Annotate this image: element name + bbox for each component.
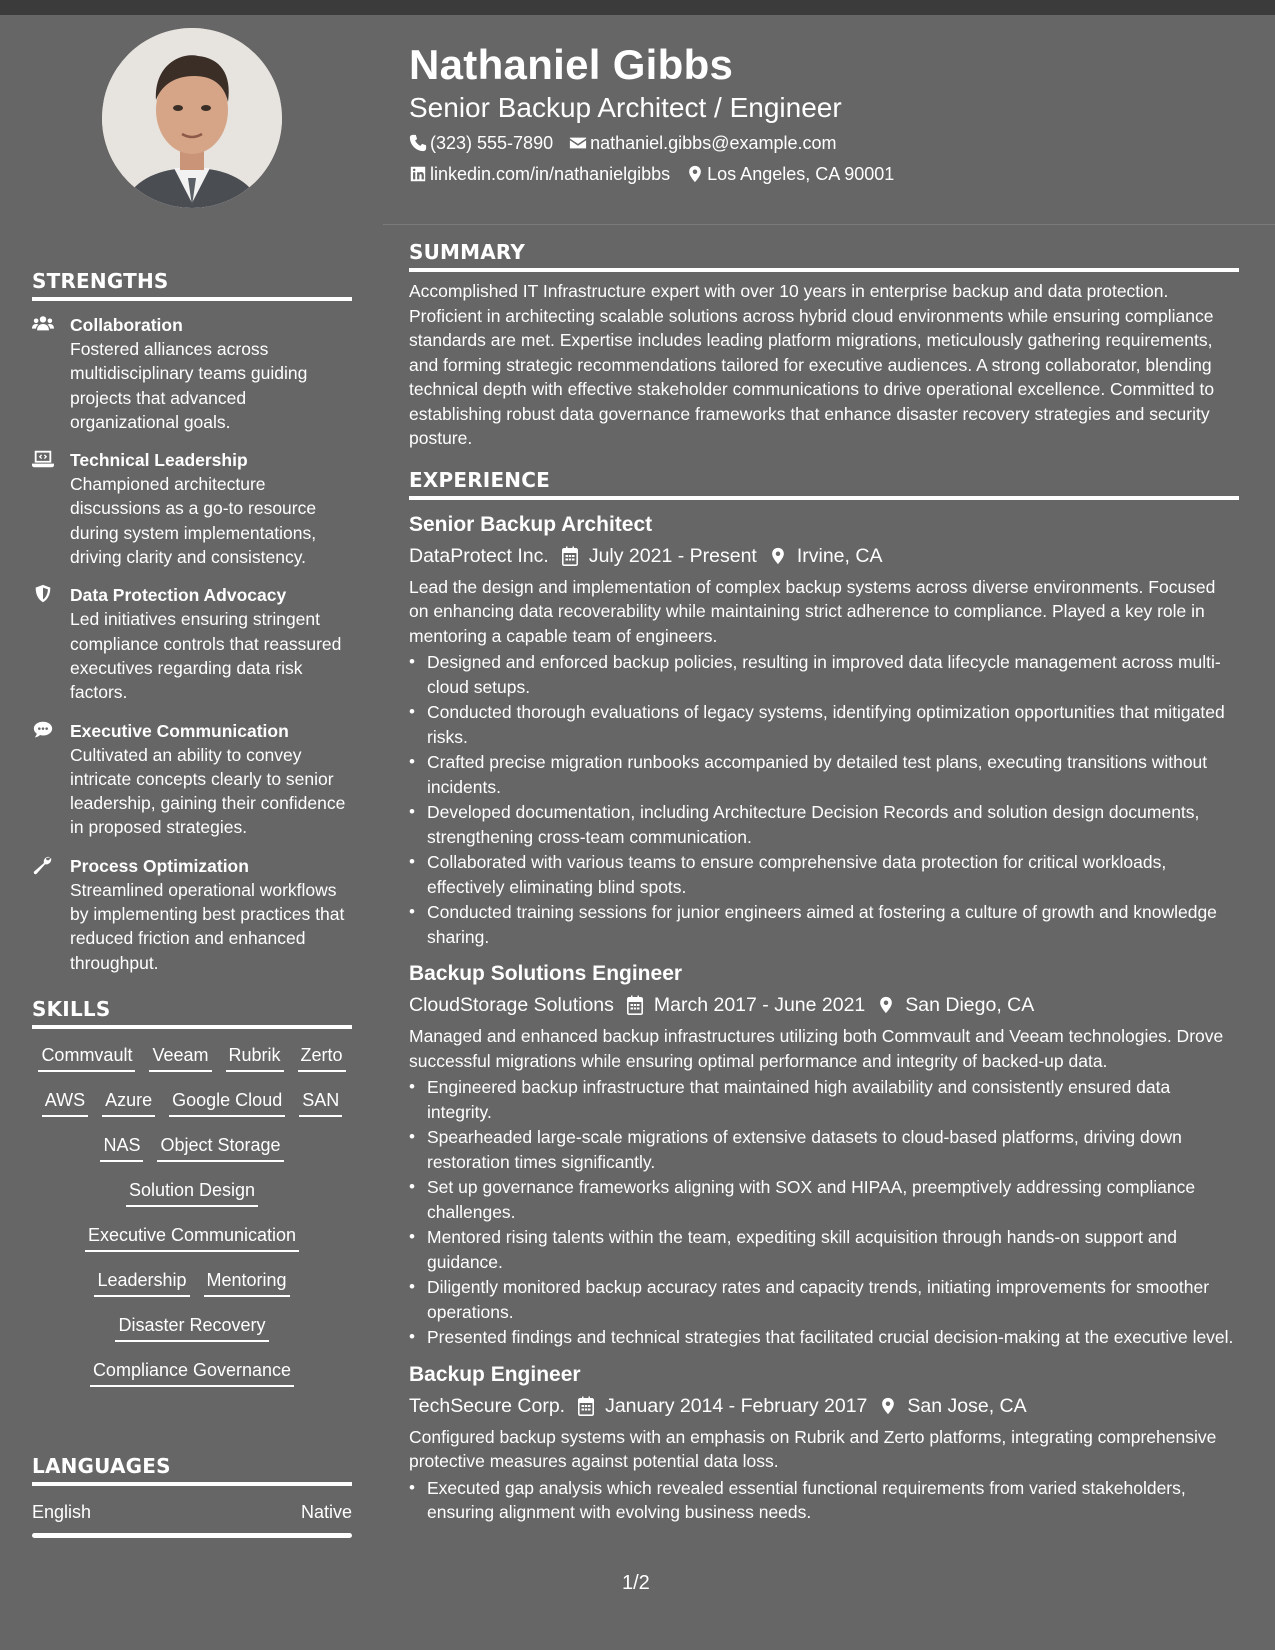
- job-company: DataProtect Inc.: [409, 544, 549, 567]
- skill-tag: NAS: [100, 1133, 143, 1162]
- bullet-item: • Developed documentation, including Architecture Decision Records and solution design documents, strengthening cross-team communication.: [409, 800, 1239, 849]
- bullet-item: • Collaborated with various teams to ensure comprehensive data protection for critical workloads, effectively eliminating blind spots.: [409, 850, 1239, 899]
- skill-tag: Object Storage: [157, 1133, 283, 1162]
- strength-item: [32, 854, 352, 975]
- strengths-section: [32, 269, 352, 975]
- language-row: [32, 1502, 352, 1523]
- job-meta: [409, 990, 1239, 1020]
- location-pin-icon: [769, 546, 787, 566]
- location-pin-icon: [686, 165, 704, 183]
- job-description: Lead the design and implementation of complex backup systems across diverse environments. Focused on enhancing data recoverability while maintaining strict adherence to compliance. Played a key role in mentoring a capable team of engineers.: [409, 576, 1216, 646]
- skills-title: SKILLS: [32, 997, 352, 1029]
- location-pin-icon: [879, 1396, 897, 1416]
- skill-row: [32, 1133, 352, 1178]
- shield-icon: [32, 583, 70, 704]
- bullet-item: • Spearheaded large-scale migrations of extensive datasets to cloud-based platforms, driving down restoration times significantly.: [409, 1125, 1239, 1174]
- summary-text: Accomplished IT Infrastructure expert with over 10 years in enterprise backup and data protection. Proficient in architecting scalable solutions across hybrid cloud environments while ensuring compliance standards are met. Expertise includes leading platform migrations, meticulously gathering requirements, and forming strategic recommendations tailored for executive audiences. A strong collaborator, blending technical depth with effective stakeholder communications to drive operational excellence. Committed to establishing robust data governance frameworks that enhance disaster recovery strategies and security posture.: [409, 281, 1215, 448]
- avatar: [102, 28, 282, 208]
- strength-desc: Cultivated an ability to convey intricate concepts clearly to senior leadership, gaining their confidence in proposed strategies.: [70, 744, 346, 838]
- skill-tag: Google Cloud: [169, 1088, 285, 1117]
- job-location: Irvine, CA: [796, 544, 883, 567]
- experience-section: [409, 468, 1239, 1525]
- linkedin-link[interactable]: linkedin.com/in/nathanielgibbs: [430, 164, 671, 184]
- job-title: Senior Backup Architect: [409, 512, 653, 536]
- skill-tag: Commvault: [38, 1043, 135, 1072]
- strength-item: [32, 719, 352, 840]
- experience-title: EXPERIENCE: [409, 468, 1239, 500]
- skill-row: [32, 1358, 352, 1403]
- skill-tag: Mentoring: [204, 1268, 290, 1297]
- page-indicator: 1/2: [622, 1572, 650, 1594]
- skill-row: [32, 1313, 352, 1358]
- bullet-item: • Crafted precise migration runbooks accompanied by detailed test plans, executing transitions without incidents.: [409, 750, 1239, 799]
- skill-row: [32, 1088, 352, 1133]
- strength-title: Technical Leadership: [70, 450, 248, 471]
- summary-title: SUMMARY: [409, 240, 1239, 272]
- skill-row: [32, 1223, 352, 1268]
- bullet-item: • Presented findings and technical strategies that facilitated crucial decision-making at the executive level.: [409, 1325, 1239, 1350]
- contact-line: [409, 160, 1229, 188]
- job-dates: March 2017 - June 2021: [653, 994, 866, 1016]
- strengths-title: STRENGTHS: [32, 269, 352, 301]
- language-level: Native: [300, 1502, 352, 1522]
- bullet-item: • Engineered backup infrastructure that maintained high availability and consistently ensured data integrity.: [409, 1075, 1239, 1124]
- skill-row: [32, 1178, 352, 1223]
- top-bar: [0, 0, 1275, 15]
- skill-tag: Solution Design: [126, 1178, 258, 1207]
- bullet-item: • Executed gap analysis which revealed essential functional requirements from varied stakeholders, ensuring alignment with evolving business needs.: [409, 1476, 1239, 1525]
- bullet-item: • Set up governance frameworks aligning with SOX and HIPAA, preemptively addressing compliance challenges.: [409, 1175, 1239, 1224]
- location-pin-icon: [877, 995, 895, 1015]
- strength-desc: Streamlined operational workflows by implementing best practices that reduced friction and enhanced throughput.: [70, 879, 345, 973]
- profile-photo: [102, 28, 282, 208]
- skills-section: [32, 997, 352, 1403]
- job-description: Managed and enhanced backup infrastructures utilizing both Commvault and Veeam technologies. Drove successful migrations while ensuring optimal performance and integrity of backed-up data.: [409, 1026, 1224, 1071]
- strength-title: Collaboration: [70, 315, 183, 335]
- strength-desc: Fostered alliances across multidisciplinary teams guiding projects that advanced organizational goals.: [70, 339, 308, 432]
- contact-email[interactable]: [569, 129, 836, 157]
- strength-desc: Led initiatives ensuring stringent compliance controls that reassured executives regarding data risk factors.: [70, 609, 342, 703]
- right-column: [409, 240, 1239, 1526]
- summary-section: [409, 240, 1239, 451]
- phone-icon: [409, 134, 427, 152]
- contact-location: [686, 160, 894, 188]
- bullet-item: • Designed and enforced backup policies, resulting in improved data lifecycle management across multi-cloud setups.: [409, 650, 1239, 699]
- left-column: [32, 28, 352, 1403]
- strength-item: [32, 583, 352, 704]
- laptop-code-icon: [32, 448, 70, 569]
- job-location: San Jose, CA: [907, 1394, 1027, 1417]
- avatar-wrap: [32, 28, 352, 206]
- contact-linkedin[interactable]: [409, 160, 670, 188]
- calendar-icon: [577, 1396, 595, 1416]
- bullet-item: • Diligently monitored backup accuracy rates and capacity trends, initiating improvements for smoother operations.: [409, 1275, 1239, 1324]
- skill-tag: SAN: [299, 1088, 342, 1117]
- language-name: English: [32, 1502, 92, 1522]
- job-entry: [409, 511, 1239, 950]
- bullet-item: • Conducted thorough evaluations of legacy systems, identifying optimization opportunities that mitigated risks.: [409, 700, 1239, 749]
- job-title: Backup Solutions Engineer: [409, 962, 683, 985]
- phone-text: (323) 555-7890: [430, 133, 554, 153]
- strength-title: Data Protection Advocacy: [70, 585, 287, 606]
- job-location: San Diego, CA: [905, 994, 1035, 1016]
- strength-item: [32, 448, 352, 569]
- bullet-item: • Conducted training sessions for junior engineers aimed at fostering a culture of growth and knowledge sharing.: [409, 900, 1239, 949]
- job-dates: January 2014 - February 2017: [605, 1394, 868, 1417]
- header-divider: [383, 224, 1275, 225]
- resume-header: [409, 40, 1229, 188]
- strengths-list: [32, 313, 352, 975]
- skill-tag: Rubrik: [226, 1043, 284, 1072]
- calendar-icon: [626, 995, 644, 1015]
- language-level-bar: [32, 1533, 352, 1538]
- job-company: CloudStorage Solutions: [409, 994, 614, 1016]
- skill-tag: Azure: [102, 1088, 155, 1117]
- calendar-icon: [561, 546, 579, 566]
- languages-section: [32, 1454, 352, 1538]
- job-company: TechSecure Corp.: [409, 1394, 566, 1417]
- strength-title: Executive Communication: [70, 720, 289, 741]
- job-entry: [409, 960, 1239, 1350]
- skill-tag: Veeam: [149, 1043, 211, 1072]
- skill-tag: Compliance Governance: [90, 1358, 294, 1387]
- skill-rows: [32, 1043, 352, 1403]
- skill-tag: Executive Communication: [85, 1223, 299, 1252]
- job-description: Configured backup systems with an emphasis on Rubrik and Zerto platforms, integrating comprehensive protective measures against potential data loss.: [409, 1426, 1217, 1471]
- job-dates: July 2021 - Present: [588, 544, 757, 567]
- job-bullets: [409, 1075, 1239, 1350]
- candidate-name: Nathaniel Gibbs: [409, 41, 734, 88]
- candidate-role: Senior Backup Architect / Engineer: [409, 92, 842, 123]
- strength-desc: Championed architecture discussions as a go-to resource during system implementations, driving clarity and consistency.: [70, 474, 317, 568]
- skill-row: [32, 1268, 352, 1313]
- languages-title: LANGUAGES: [32, 1454, 352, 1486]
- skill-row: [32, 1043, 352, 1088]
- envelope-icon: [569, 134, 587, 152]
- location-text: Los Angeles, CA 90001: [707, 164, 895, 184]
- skill-tag: Disaster Recovery: [115, 1313, 268, 1342]
- job-title: Backup Engineer: [409, 1362, 581, 1386]
- users-icon: [32, 313, 70, 434]
- contact-line: [409, 129, 1229, 157]
- job-meta: [409, 1391, 1239, 1421]
- strength-item: [32, 313, 352, 434]
- job-bullets: [409, 1476, 1239, 1525]
- job-meta: [409, 541, 1239, 571]
- bullet-item: • Mentored rising talents within the team, expediting skill acquisition through hands-on support and guidance.: [409, 1225, 1239, 1274]
- job-entry: [409, 1361, 1239, 1525]
- skill-tag: AWS: [42, 1088, 88, 1117]
- contact-phone: [409, 129, 553, 157]
- strength-title: Process Optimization: [70, 855, 249, 876]
- job-bullets: [409, 650, 1239, 949]
- email-link[interactable]: nathaniel.gibbs@example.com: [590, 133, 837, 153]
- wrench-icon: [32, 854, 70, 975]
- skill-tag: Zerto: [298, 1043, 346, 1072]
- skill-tag: Leadership: [94, 1268, 189, 1297]
- linkedin-icon: [409, 165, 427, 183]
- chat-bubble-icon: [32, 719, 70, 840]
